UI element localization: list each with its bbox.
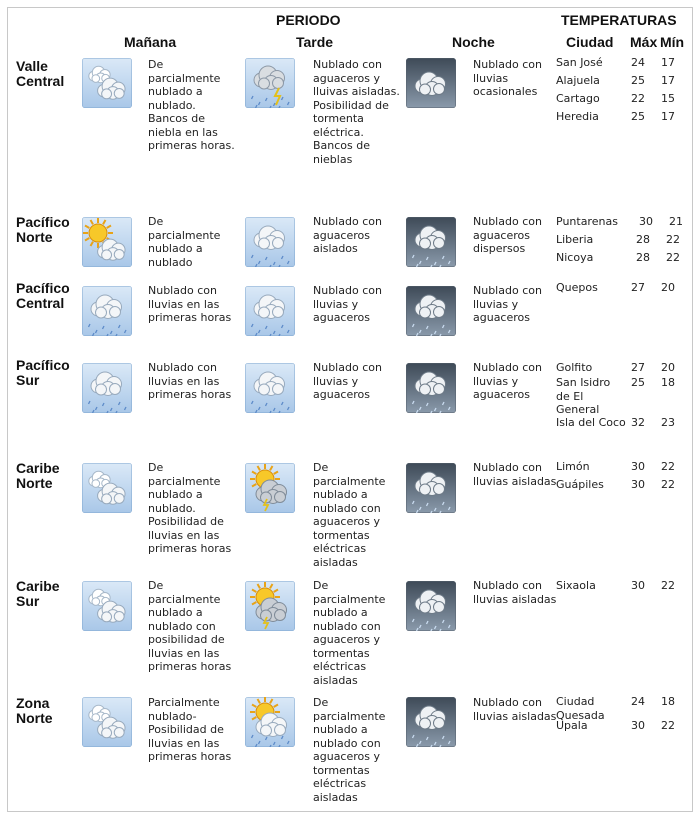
temp-max: 30 [631,719,645,732]
rain-icon [245,217,295,267]
temp-min: 20 [661,281,675,294]
temp-min: 23 [661,416,675,429]
temp-max: 30 [639,215,653,228]
temp-max: 30 [631,460,645,473]
forecast-tarde-text: De parcialmente nublado a nublado con aguaceros y tormentas eléctricas aisladas [313,461,386,569]
temp-min: 22 [666,251,680,264]
city-name: Quepos [556,281,598,294]
temp-min: 18 [661,376,675,389]
temp-max: 22 [631,92,645,105]
temp-min: 17 [661,110,675,123]
temp-min: 21 [669,215,683,228]
night-rain-icon [406,363,456,413]
city-name: Limón [556,460,590,473]
temp-max: 25 [631,110,645,123]
city-name: Liberia [556,233,594,246]
temp-min: 20 [661,361,675,374]
temp-max: 30 [631,478,645,491]
header-tarde: Tarde [296,34,334,50]
night-rain-icon [406,697,456,747]
temp-max: 30 [631,579,645,592]
header-noche: Noche [452,34,495,50]
sun-storm-icon [245,581,295,631]
header-temperaturas: TEMPERATURAS [561,12,677,28]
temp-max: 28 [636,233,650,246]
rain-icon [245,286,295,336]
region-name: Zona Norte [16,695,53,726]
forecast-manana-text: De parcialmente nublado a nublado con posibilidad de lluvias en las primeras horas [148,579,232,673]
region-name: Pacífico Central [16,280,70,311]
region-name: Caribe Sur [16,578,60,609]
temp-max: 25 [631,74,645,87]
temp-max: 27 [631,281,645,294]
temp-max: 24 [631,695,645,708]
night-rain-icon [406,581,456,631]
forecast-manana-text: Nublado con lluvias en las primeras horas [148,284,232,324]
city-name: Sixaola [556,579,596,592]
forecast-noche-text: Nublado con lluvias y aguaceros [473,284,542,324]
temp-min: 18 [661,695,675,708]
region-name: Caribe Norte [16,460,60,491]
city-name: Isla del Coco [556,416,626,429]
city-name: Guápiles [556,478,604,491]
temp-min: 17 [661,74,675,87]
temp-max: 24 [631,56,645,69]
city-name: Ciudad Quesada [556,695,605,722]
city-name: Heredia [556,110,599,123]
forecast-tarde-text: Nublado con lluvias y aguaceros [313,284,382,324]
rain-icon [245,363,295,413]
forecast-tarde-text: Nublado con aguaceros y lluivas aisladas. Posibilidad de tormenta eléctrica. Bancos de nieblas [313,58,400,166]
city-name: Golfito [556,361,593,374]
partly-cloudy-icon [82,697,132,747]
forecast-manana-text: Parcialmente nublado-Posibilidad de lluvias en las primeras horas [148,696,232,763]
temp-max: 25 [631,376,645,389]
forecast-noche-text: Nublado con aguaceros dispersos [473,215,542,255]
temp-max: 32 [631,416,645,429]
header-manana: Mañana [124,34,177,50]
temp-min: 17 [661,56,675,69]
forecast-noche-text: Nublado con lluvias aisladas [473,696,557,723]
sun-cloud-icon [82,217,132,267]
temp-max: 27 [631,361,645,374]
region-name: Valle Central [16,58,65,89]
header-min: Mín [660,34,685,50]
forecast-manana-text: Nublado con lluvias en las primeras horas [148,361,232,401]
city-name: Puntarenas [556,215,618,228]
forecast-noche-text: Nublado con lluvias aisladas [473,461,557,488]
forecast-tarde-text: De parcialmente nublado a nublado con aguaceros y tormentas eléctricas aisladas [313,579,386,687]
city-name: Alajuela [556,74,600,87]
rain-icon [82,286,132,336]
forecast-noche-text: Nublado con lluvias aisladas [473,579,557,606]
region-name: Pacífico Norte [16,214,70,245]
storm-rain-icon [245,58,295,108]
forecast-noche-text: Nublado con lluvias y aguaceros [473,361,542,401]
forecast-tarde-text: Nublado con aguaceros aislados [313,215,382,255]
forecast-manana-text: De parcialmente nublado a nublado. Bancos de niebla en las primeras horas. [148,58,235,152]
header-max: Máx [630,34,658,50]
forecast-manana-text: De parcialmente nublado a nublado. Posibilidad de lluvias en las primeras horas [148,461,232,555]
temp-min: 22 [666,233,680,246]
temp-min: 22 [661,478,675,491]
rain-icon [82,363,132,413]
sun-rain-icon [245,697,295,747]
sun-storm-icon [245,463,295,513]
header-ciudad: Ciudad [566,34,614,50]
night-rain-icon [406,463,456,513]
night-rain-icon [406,286,456,336]
partly-cloudy-icon [82,58,132,108]
header-periodo: PERIODO [276,12,341,28]
temp-min: 22 [661,719,675,732]
city-name: Cartago [556,92,600,105]
forecast-noche-text: Nublado con lluvias ocasionales [473,58,542,98]
forecast-manana-text: De parcialmente nublado a nublado [148,215,221,269]
temp-min: 22 [661,460,675,473]
night-cloudy-icon [406,58,456,108]
city-name: San Isidro de El General [556,376,611,416]
temp-min: 22 [661,579,675,592]
partly-cloudy-icon [82,581,132,631]
city-name: San José [556,56,603,69]
night-rain-icon [406,217,456,267]
forecast-tarde-text: De parcialmente nublado a nublado con aguaceros y tormentas eléctricas aisladas [313,696,386,804]
city-name: Nicoya [556,251,594,264]
partly-cloudy-icon [82,463,132,513]
forecast-table [7,7,693,812]
forecast-tarde-text: Nublado con lluvias y aguaceros [313,361,382,401]
temp-max: 28 [636,251,650,264]
region-name: Pacífico Sur [16,357,70,388]
city-name: Upala [556,719,588,732]
temp-min: 15 [661,92,675,105]
